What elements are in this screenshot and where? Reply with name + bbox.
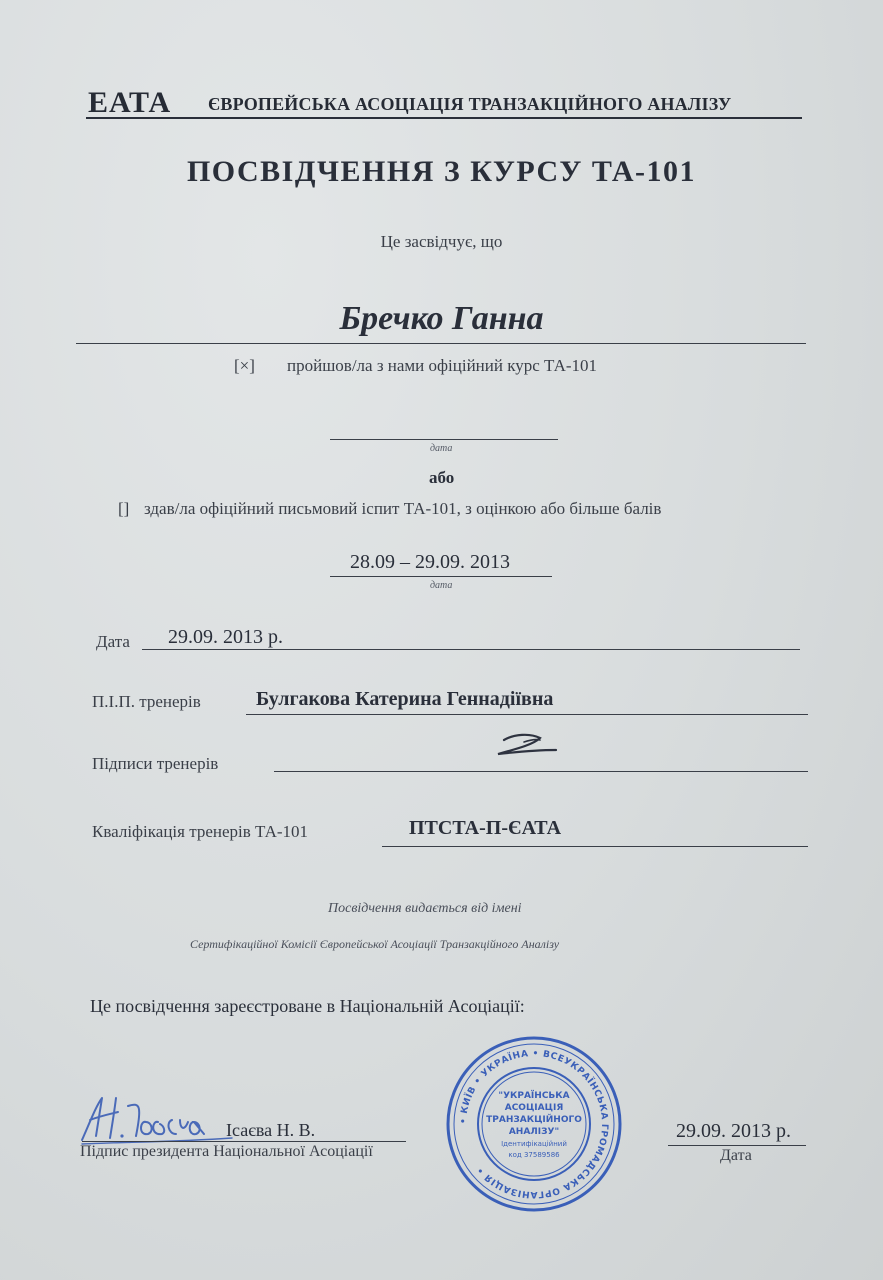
- trainer-signature-icon: [490, 728, 560, 762]
- registration-date-value: 29.09. 2013 р.: [676, 1120, 791, 1142]
- certificate-title: ПОСВІДЧЕННЯ З КУРСУ ТА-101: [186, 155, 697, 188]
- signatures-label: Підписи тренерів: [92, 754, 219, 773]
- stamp-ring-text: • КИЇВ • УКРАЇНА • ВСЕУКРАЇНСЬКА ГРОМАДСЬКА ОРГАНІЗАЦІЯ •: [458, 1048, 610, 1200]
- header-underline: [86, 117, 802, 119]
- certifies-text: Це засвідчує, що: [380, 232, 503, 251]
- stamp-line-1: "УКРАЇНСЬКА: [498, 1091, 570, 1101]
- or-text: або: [429, 468, 455, 487]
- commission-note: Сертифікаційної Комісії Європейської Асоціації Транзакційного Аналізу: [190, 937, 560, 951]
- exam-option-text: здав/ла офіційний письмовий іспит ТА-101, з оцінкою або більше балів: [144, 499, 662, 518]
- trainers-label: П.І.П. тренерів: [92, 692, 201, 711]
- issued-on-behalf-note: Посвідчення видається від імені: [328, 901, 522, 916]
- header-abbreviation: ЕАТА: [88, 86, 172, 119]
- trainers-value: Булгакова Катерина Геннадіївна: [256, 688, 554, 710]
- course-checkbox: [×]: [234, 356, 255, 375]
- date-value: 29.09. 2013 р.: [168, 626, 283, 648]
- qualification-line: [382, 846, 808, 847]
- exam-checkbox: []: [118, 499, 130, 518]
- stamp-line-6: код 37589586: [508, 1151, 560, 1159]
- stamp-line-5: Ідентифікаційний: [501, 1140, 567, 1148]
- recipient-name: Бречко Ганна: [339, 300, 544, 337]
- exam-date-caption: дата: [430, 580, 453, 591]
- registration-text: Це посвідчення зареєстроване в Національній Асоціації:: [90, 996, 525, 1016]
- qualification-value: ПТСТА-П-ЄАТА: [409, 817, 562, 839]
- president-signature-icon: [76, 1092, 236, 1148]
- exam-date-value: 28.09 – 29.09. 2013: [350, 551, 510, 573]
- stamp-line-2: АСОЦІАЦІЯ: [504, 1103, 564, 1113]
- date-line: [142, 649, 800, 650]
- registration-date-line: [668, 1145, 806, 1146]
- trainers-line: [246, 714, 808, 715]
- president-signature-line: [82, 1141, 406, 1142]
- header-organization-name: ЄВРОПЕЙСЬКА АСОЦІАЦІЯ ТРАНЗАКЦІЙНОГО АНАЛІЗУ: [208, 94, 732, 114]
- course-date-caption: дата: [430, 443, 453, 454]
- date-label: Дата: [96, 632, 130, 651]
- course-date-line: [330, 439, 558, 440]
- stamp-line-3: ТРАНЗАКЦІЙНОГО: [486, 1115, 582, 1125]
- president-caption: Підпис президента Національної Асоціації: [80, 1143, 373, 1160]
- organization-stamp-icon: [444, 1034, 624, 1214]
- recipient-name-line: [76, 343, 806, 344]
- course-option-text: пройшов/ла з нами офіційний курс ТА-101: [287, 356, 598, 375]
- exam-date-line: [330, 576, 552, 577]
- registration-date-caption: Дата: [720, 1147, 752, 1164]
- stamp-line-4: АНАЛІЗУ": [508, 1127, 560, 1137]
- qualification-label: Кваліфікація тренерів ТА-101: [92, 822, 309, 841]
- signatures-line: [274, 771, 808, 772]
- president-name: Ісаєва Н. В.: [226, 1120, 316, 1140]
